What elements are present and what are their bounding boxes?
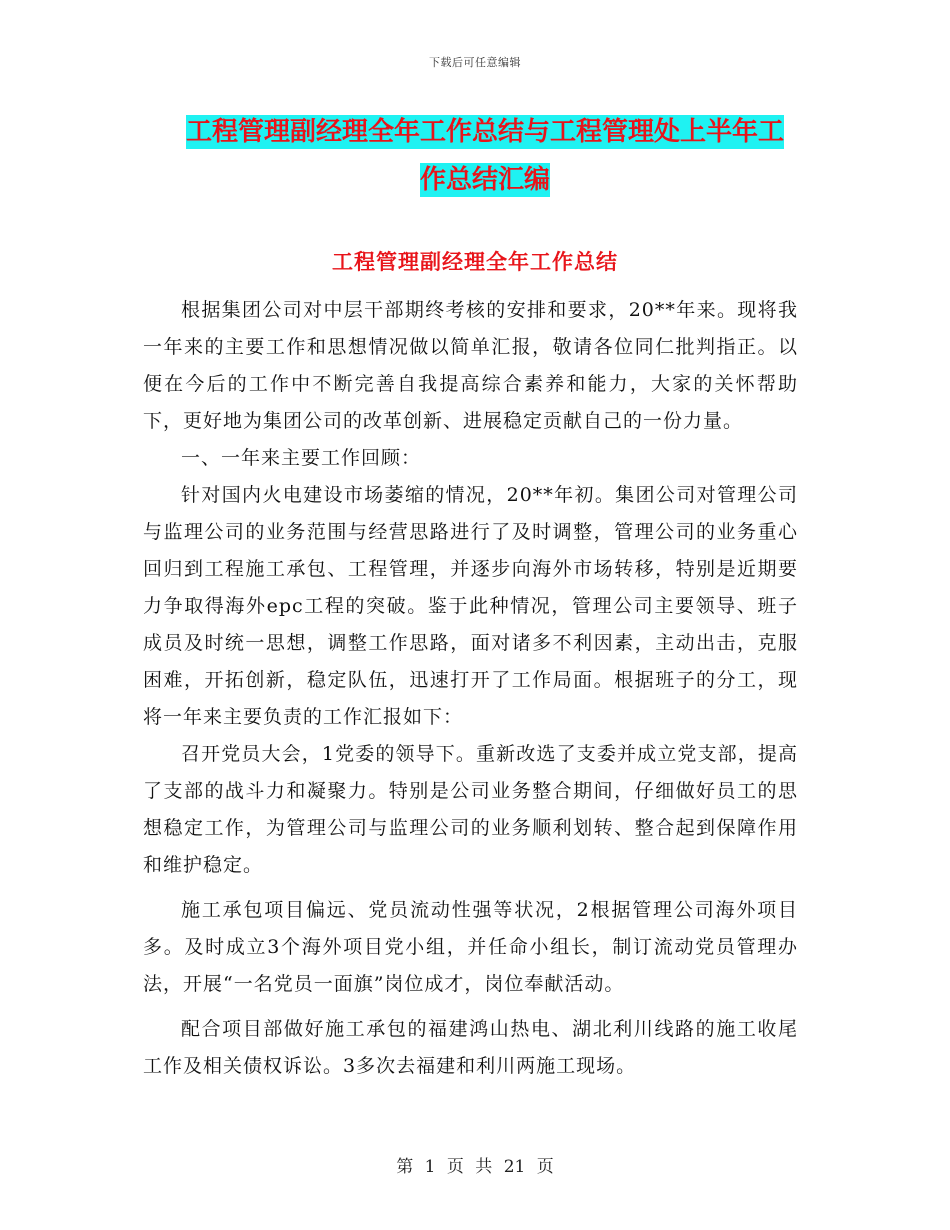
paragraph-project-closeout: 配合项目部做好施工承包的福建鸿山热电、湖北利川线路的施工收尾工作及相关债权诉讼。3多次去福建和利川两施工现场。 [143, 1018, 798, 1077]
document-title [145, 108, 825, 204]
body-text [143, 292, 798, 1085]
header-note: 下载后可任意编辑 [429, 56, 521, 69]
section-heading: 工程管理副经理全年工作总结 [332, 250, 618, 274]
paragraph-heading-review: 一、一年来主要工作回顾： [181, 447, 422, 469]
document-title-line-2: 作总结汇编 [419, 165, 550, 195]
paragraph-market-adjustment: 针对国内火电建设市场萎缩的情况，20**年初。集团公司对管理公司与监理公司的业务范围与经营思路进行了及时调整，管理公司的业务重心回归到工程施工承包、工程管理，并逐步向海外市场转移，特别是近期要力争取得海外epc工程的突破。鉴于此种情况，管理公司主要领导、班子成员及时统一思想，调整工作思路，面对诸多不利因素，主动出击，克服困难，开拓创新，稳定队伍，迅速打开了工作局面。根据班子的分工，现将一年来主要负责的工作汇报如下： [143, 484, 798, 728]
paragraph-party-meeting: 召开党员大会，1党委的领导下。重新改选了支委并成立党支部，提高了支部的战斗力和凝聚力。特别是公司业务整合期间，仔细做好员工的思想稳定工作，为管理公司与监理公司的业务顺利划转、整合起到保障作用和维护稳定。 [143, 743, 798, 876]
paragraph-intro: 根据集团公司对中层干部期终考核的安排和要求，20**年来。现将我一年来的主要工作和思想情况做以简单汇报，敬请各位同仁批判指正。以便在今后的工作中不断完善自我提高综合素养和能力，大家的关怀帮助下，更好地为集团公司的改革创新、进展稳定贡献自己的一份力量。 [143, 299, 798, 432]
document-title-line-1: 工程管理副经理全年工作总结与工程管理处上半年工 [185, 117, 784, 147]
paragraph-overseas-party-groups: 施工承包项目偏远、党员流动性强等状况，2根据管理公司海外项目多。及时成立3个海外项目党小组，并任命小组长，制订流动党员管理办法，开展“一名党员一面旗”岗位成才，岗位奉献活动。 [143, 899, 798, 995]
page-indicator: 第 1 页 共 21 页 [396, 1157, 554, 1177]
